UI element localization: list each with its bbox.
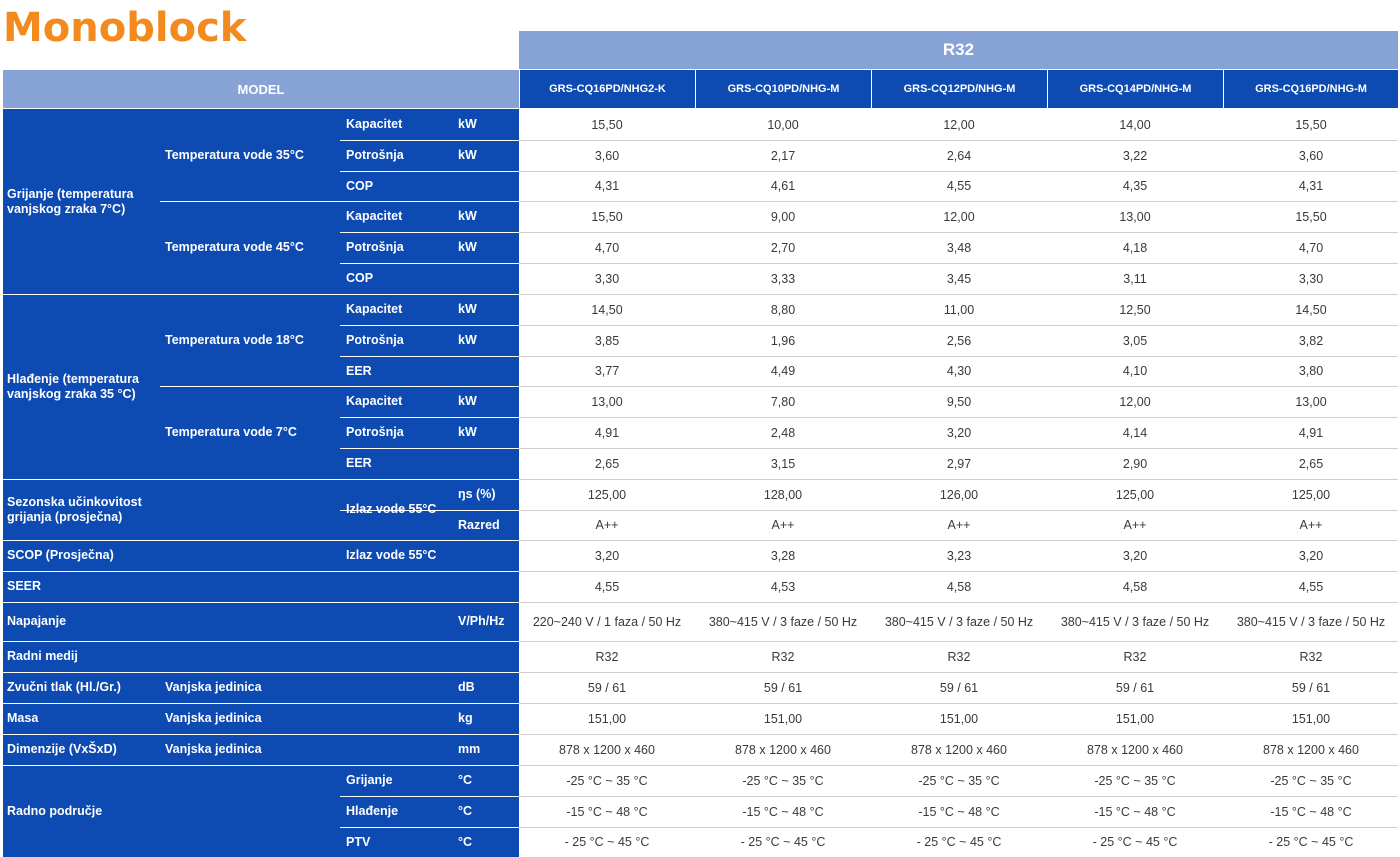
unit-label: dB: [458, 680, 475, 694]
table-cell: 3,20: [946, 425, 972, 440]
table-cell: 126,00: [939, 487, 979, 502]
table-cell: 3,30: [1298, 271, 1324, 286]
table-cell: - 25 °C ~ 45 °C: [1092, 835, 1178, 849]
group-label: Napajanje: [7, 614, 67, 628]
table-cell: 2,65: [594, 456, 620, 471]
table-cell: 4,55: [946, 179, 972, 193]
table-cell: 125,00: [1291, 487, 1331, 502]
table-cell: 10,00: [767, 117, 799, 132]
unit-label: °C: [458, 834, 473, 849]
param-label: Kapacitet: [346, 209, 403, 223]
table-cell: 12,50: [1119, 302, 1151, 317]
unit-label: Razred: [458, 517, 500, 532]
table-cell: 59 / 61: [939, 680, 979, 695]
group-label: Hlađenje (temperatura vanjskog zraka 35 °C): [7, 371, 139, 401]
table-cell: 125,00: [1115, 487, 1155, 502]
table-cell: R32: [1299, 649, 1323, 664]
table-cell: 14,50: [1295, 302, 1327, 317]
param-label: EER: [346, 363, 372, 378]
table-cell: 4,31: [1298, 179, 1324, 193]
model-header-cell: GRS-CQ14PD/NHG-M: [1047, 70, 1223, 108]
refrigerant-header: R32: [519, 31, 1398, 69]
unit-label: mm: [458, 742, 481, 756]
table-cell: A++: [1123, 518, 1147, 532]
table-cell: -25 °C ~ 35 °C: [918, 773, 1000, 788]
unit-label: kg: [458, 711, 473, 725]
unit-label: kW: [458, 240, 477, 254]
subgroup-label: Temperatura vode 7°C: [165, 425, 297, 439]
unit-label: kW: [458, 209, 477, 223]
subgroup-label: Vanjska jedinica: [165, 680, 262, 694]
table-cell: 380~415 V / 3 faze / 50 Hz: [1060, 614, 1210, 629]
table-cell: - 25 °C ~ 45 °C: [740, 835, 826, 849]
table-cell: 13,00: [1119, 209, 1151, 224]
table-cell: 3,11: [1123, 271, 1147, 286]
table-cell: 3,33: [770, 271, 796, 286]
table-cell: 3,60: [594, 148, 620, 163]
table-cell: 4,55: [1298, 579, 1324, 594]
table-cell: 380~415 V / 3 faze / 50 Hz: [1236, 614, 1386, 629]
table-cell: 151,00: [587, 711, 627, 726]
table-cell: - 25 °C ~ 45 °C: [916, 835, 1002, 849]
model-header: MODEL: [3, 70, 519, 108]
table-cell: 3,85: [594, 333, 620, 348]
table-cell: 3,60: [1298, 148, 1324, 163]
table-cell: 59 / 61: [587, 680, 627, 695]
unit-label: V/Ph/Hz: [458, 614, 505, 628]
table-cell: 15,50: [1295, 209, 1327, 224]
group-label: Masa: [7, 711, 39, 725]
table-cell: - 25 °C ~ 45 °C: [1268, 835, 1354, 849]
unit-label: ŋs (%): [458, 487, 496, 501]
table-cell: 151,00: [1115, 711, 1155, 726]
table-cell: 2,64: [946, 148, 972, 163]
table-cell: 4,91: [1298, 425, 1324, 440]
table-cell: 380~415 V / 3 faze / 50 Hz: [708, 614, 858, 629]
table-cell: 59 / 61: [763, 680, 803, 695]
unit-label: kW: [458, 148, 477, 162]
param-label: EER: [346, 456, 372, 470]
table-cell: 12,00: [943, 117, 975, 132]
table-cell: A++: [595, 518, 619, 532]
unit-label: kW: [458, 302, 477, 316]
table-cell: 3,15: [770, 456, 796, 471]
table-cell: 8,80: [770, 302, 796, 317]
table-cell: 12,00: [1119, 394, 1151, 409]
param-label: Potrošnja: [346, 240, 404, 254]
table-cell: 4,58: [1122, 579, 1148, 594]
group-label: Dimenzije (VxŠxD): [7, 742, 117, 756]
table-cell: 4,58: [946, 579, 972, 594]
table-cell: 4,14: [1122, 425, 1148, 440]
subgroup-label: Temperatura vode 45°C: [165, 240, 304, 254]
unit-label: kW: [458, 394, 477, 408]
table-cell: 128,00: [763, 487, 803, 502]
table-cell: 380~415 V / 3 faze / 50 Hz: [884, 614, 1034, 629]
table-cell: 7,80: [770, 394, 796, 409]
table-cell: 15,50: [591, 209, 623, 224]
table-cell: R32: [595, 649, 619, 664]
table-cell: 1,96: [770, 333, 796, 348]
subgroup-label: Temperatura vode 35°C: [165, 147, 304, 162]
table-cell: -15 °C ~ 48 °C: [1094, 804, 1176, 819]
table-cell: 9,50: [946, 394, 972, 409]
group-label: SEER: [7, 579, 42, 593]
table-cell: 4,18: [1122, 240, 1148, 255]
table-cell: 3,20: [1122, 548, 1148, 563]
table-cell: 151,00: [939, 711, 979, 726]
table-cell: 4,70: [1298, 240, 1324, 255]
table-cell: 2,17: [770, 148, 796, 163]
model-header-cell: GRS-CQ10PD/NHG-M: [695, 70, 871, 108]
table-cell: 11,00: [943, 302, 975, 317]
table-cell: 4,10: [1122, 364, 1148, 378]
table-cell: 2,56: [946, 333, 972, 348]
table-cell: 3,82: [1298, 333, 1324, 348]
table-cell: A++: [771, 518, 795, 532]
model-header-cell: GRS-CQ16PD/NHG2-K: [519, 70, 695, 108]
table-cell: 878 x 1200 x 460: [1087, 742, 1183, 757]
table-cell: R32: [947, 649, 971, 664]
param-label: Potrošnja: [346, 148, 404, 162]
unit-label: kW: [458, 117, 477, 131]
table-cell: 2,70: [770, 240, 796, 255]
model-header-cell: GRS-CQ12PD/NHG-M: [871, 70, 1047, 108]
table-cell: 12,00: [943, 209, 975, 224]
table-cell: -15 °C ~ 48 °C: [1270, 804, 1352, 819]
table-cell: 4,35: [1122, 179, 1148, 193]
unit-label: °C: [458, 804, 473, 818]
table-cell: -15 °C ~ 48 °C: [918, 804, 1000, 819]
model-header-cell: GRS-CQ16PD/NHG-M: [1223, 70, 1398, 108]
group-label: SCOP (Prosječna): [7, 548, 114, 562]
table-cell: -15 °C ~ 48 °C: [742, 804, 824, 819]
subgroup-label: Vanjska jedinica: [165, 742, 262, 756]
table-cell: 4,53: [770, 579, 796, 594]
subgroup-label: Temperatura vode 18°C: [165, 332, 304, 347]
param-label: Grijanje: [346, 773, 393, 787]
table-cell: 15,50: [1295, 117, 1327, 132]
table-cell: 878 x 1200 x 460: [911, 742, 1007, 757]
table-cell: 9,00: [770, 209, 796, 224]
table-cell: 4,31: [594, 179, 620, 193]
table-cell: 3,20: [594, 548, 620, 563]
table-cell: 4,55: [594, 579, 620, 594]
group-label: Radno područje: [7, 803, 103, 818]
table-cell: 15,50: [591, 117, 623, 132]
group-label: Radni medij: [7, 649, 78, 663]
param-label: Hlađenje: [346, 804, 399, 818]
table-cell: 2,90: [1122, 456, 1148, 471]
subgroup-label: Izlaz vode 55°C: [346, 548, 437, 562]
table-cell: 4,91: [594, 425, 620, 440]
table-cell: R32: [1123, 649, 1147, 664]
table-cell: 59 / 61: [1115, 680, 1155, 695]
table-cell: 14,00: [1119, 117, 1151, 132]
table-cell: R32: [771, 649, 795, 664]
table-cell: 3,80: [1298, 364, 1324, 378]
table-cell: 13,00: [1295, 394, 1327, 409]
table-cell: 59 / 61: [1291, 680, 1331, 695]
param-label: Kapacitet: [346, 394, 403, 408]
unit-label: °C: [458, 773, 473, 787]
unit-label: kW: [458, 333, 477, 347]
table-cell: 2,65: [1298, 456, 1324, 471]
param-label: Kapacitet: [346, 117, 403, 131]
param-label: Potrošnja: [346, 425, 404, 439]
table-cell: 4,61: [770, 179, 796, 193]
table-cell: 125,00: [587, 487, 627, 502]
table-cell: -25 °C ~ 35 °C: [742, 773, 824, 788]
table-cell: 3,23: [946, 548, 972, 563]
table-cell: 3,45: [946, 271, 972, 286]
table-cell: 14,50: [591, 302, 623, 317]
table-cell: -15 °C ~ 48 °C: [566, 804, 648, 819]
group-label: Grijanje (temperatura vanjskog zraka 7°C): [7, 186, 134, 216]
table-cell: 3,28: [770, 548, 796, 563]
param-label: PTV: [346, 834, 371, 849]
table-cell: A++: [1299, 518, 1323, 532]
table-cell: -25 °C ~ 35 °C: [566, 773, 648, 788]
table-cell: 4,49: [770, 364, 796, 378]
table-cell: 2,97: [946, 456, 972, 471]
param-label: Kapacitet: [346, 302, 403, 316]
subgroup-label: Izlaz vode 55°C: [346, 502, 437, 516]
table-cell: 3,48: [946, 240, 972, 255]
page-title: Monoblock: [3, 5, 247, 51]
table-cell: 2,48: [770, 425, 796, 440]
unit-label: kW: [458, 425, 477, 439]
table-cell: 3,30: [594, 271, 620, 286]
table-cell: 878 x 1200 x 460: [1263, 742, 1359, 757]
table-cell: -25 °C ~ 35 °C: [1270, 773, 1352, 788]
table-cell: 151,00: [763, 711, 803, 726]
table-cell: 13,00: [591, 394, 623, 409]
table-cell: - 25 °C ~ 45 °C: [564, 835, 650, 849]
table-cell: 151,00: [1291, 711, 1331, 726]
param-label: COP: [346, 271, 374, 285]
table-cell: 3,20: [1298, 548, 1324, 563]
table-cell: 3,22: [1122, 148, 1148, 163]
table-cell: 220~240 V / 1 faza / 50 Hz: [532, 614, 682, 629]
subgroup-label: Vanjska jedinica: [165, 711, 262, 725]
table-cell: 3,77: [594, 364, 620, 378]
table-cell: A++: [947, 518, 971, 532]
group-label: Zvučni tlak (Hl./Gr.): [7, 680, 121, 694]
param-label: COP: [346, 178, 374, 193]
table-cell: -25 °C ~ 35 °C: [1094, 773, 1176, 788]
table-cell: 4,70: [594, 240, 620, 255]
table-cell: 878 x 1200 x 460: [735, 742, 831, 757]
table-cell: 3,05: [1122, 333, 1148, 348]
group-label: Sezonska učinkovitost grijanja (prosječna): [7, 494, 142, 524]
param-label: Potrošnja: [346, 333, 404, 347]
table-cell: 878 x 1200 x 460: [559, 742, 655, 757]
table-cell: 4,30: [946, 364, 972, 378]
